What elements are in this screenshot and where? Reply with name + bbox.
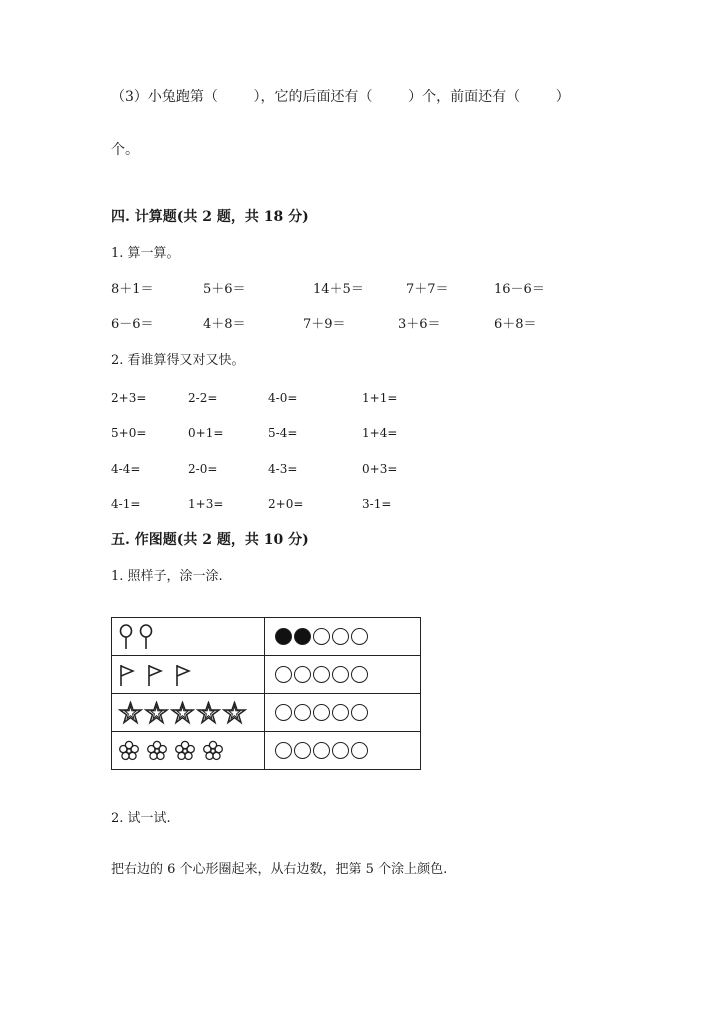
section-5-problem-2-title: 2. 试一试.	[111, 811, 171, 826]
calc-item: 6－6＝	[111, 317, 154, 332]
calc-item: 1+3=	[188, 497, 224, 511]
star-cell	[112, 694, 265, 732]
circle-icon	[351, 704, 368, 721]
coloring-table	[111, 617, 421, 770]
balloon-icon	[118, 624, 134, 650]
calc-item: 4＋8＝	[203, 317, 246, 332]
circle-icon	[313, 666, 330, 683]
calc-item: 5+0=	[111, 426, 147, 440]
calc-item: 2+0=	[268, 497, 304, 511]
table-row	[112, 656, 421, 694]
flag-cell	[112, 656, 265, 694]
calc-item: 1+4=	[362, 426, 398, 440]
calc-item: 14＋5＝	[313, 282, 364, 297]
circle-cell	[265, 694, 421, 732]
calc-item: 0+3=	[362, 462, 398, 476]
calc-item: 1+1=	[362, 391, 398, 405]
calc-item: 6＋8＝	[494, 317, 537, 332]
section-5-heading: 五. 作图题(共 2 题，共 10 分)	[111, 532, 309, 548]
section-4-problem-2-title: 2. 看谁算得又对又快。	[111, 353, 245, 368]
calc-item: 0+1=	[188, 426, 224, 440]
circle-icon	[294, 704, 311, 721]
balloon-cell	[112, 618, 265, 656]
calc-item: 4-0=	[268, 391, 298, 405]
flag-icon	[118, 663, 136, 687]
circle-icon	[294, 666, 311, 683]
calc-item: 3＋6＝	[398, 317, 441, 332]
calc-item: 2-0=	[188, 462, 218, 476]
table-row	[112, 694, 421, 732]
circle-icon	[313, 742, 330, 759]
circle-icon	[275, 742, 292, 759]
circle-icon	[351, 742, 368, 759]
calc-item: 2+3=	[111, 391, 147, 405]
calc-item: 5-4=	[268, 426, 298, 440]
question-3-line2: 个。	[111, 142, 139, 158]
calc-item: 5＋6＝	[203, 282, 246, 297]
balloon-icon	[138, 624, 154, 650]
flag-icon	[146, 663, 164, 687]
circle-cell	[265, 618, 421, 656]
section-4-heading: 四. 计算题(共 2 题，共 18 分)	[111, 209, 309, 225]
star-icon	[118, 701, 143, 725]
star-icon	[144, 701, 169, 725]
section-5-problem-1-title: 1. 照样子，涂一涂.	[111, 569, 223, 584]
flower-icon	[174, 740, 196, 762]
circle-icon	[332, 704, 349, 721]
section-5-problem-2-text: 把右边的 6 个心形圈起来，从右边数，把第 5 个涂上颜色.	[111, 862, 448, 877]
flag-icon	[174, 663, 192, 687]
calc-item: 4-3=	[268, 462, 298, 476]
calc-item: 16－6＝	[494, 282, 545, 297]
table-row	[112, 618, 421, 656]
calc-item: 2-2=	[188, 391, 218, 405]
flower-icon	[118, 740, 140, 762]
circle-cell	[265, 656, 421, 694]
calc-item: 3-1=	[362, 497, 392, 511]
filled-circle-icon	[294, 628, 311, 645]
calc-item: 8＋1＝	[111, 282, 154, 297]
circle-cell	[265, 732, 421, 770]
calc-item: 4-1=	[111, 497, 141, 511]
circle-icon	[351, 628, 368, 645]
section-4-problem-1-title: 1. 算一算。	[111, 246, 180, 261]
flower-icon	[202, 740, 224, 762]
circle-icon	[275, 704, 292, 721]
star-icon	[170, 701, 195, 725]
circle-icon	[332, 628, 349, 645]
calc-item: 7＋7＝	[406, 282, 449, 297]
filled-circle-icon	[275, 628, 292, 645]
circle-icon	[275, 666, 292, 683]
circle-icon	[332, 742, 349, 759]
table-row	[112, 732, 421, 770]
calc-item: 7＋9＝	[303, 317, 346, 332]
star-icon	[196, 701, 221, 725]
star-icon	[222, 701, 247, 725]
calc-item: 4-4=	[111, 462, 141, 476]
circle-icon	[351, 666, 368, 683]
circle-icon	[294, 742, 311, 759]
question-3-line1: （3）小兔跑第（ ），它的后面还有（ ）个，前面还有（ ）	[111, 89, 570, 105]
circle-icon	[313, 628, 330, 645]
flower-icon	[146, 740, 168, 762]
circle-icon	[332, 666, 349, 683]
flower-cell	[112, 732, 265, 770]
circle-icon	[313, 704, 330, 721]
